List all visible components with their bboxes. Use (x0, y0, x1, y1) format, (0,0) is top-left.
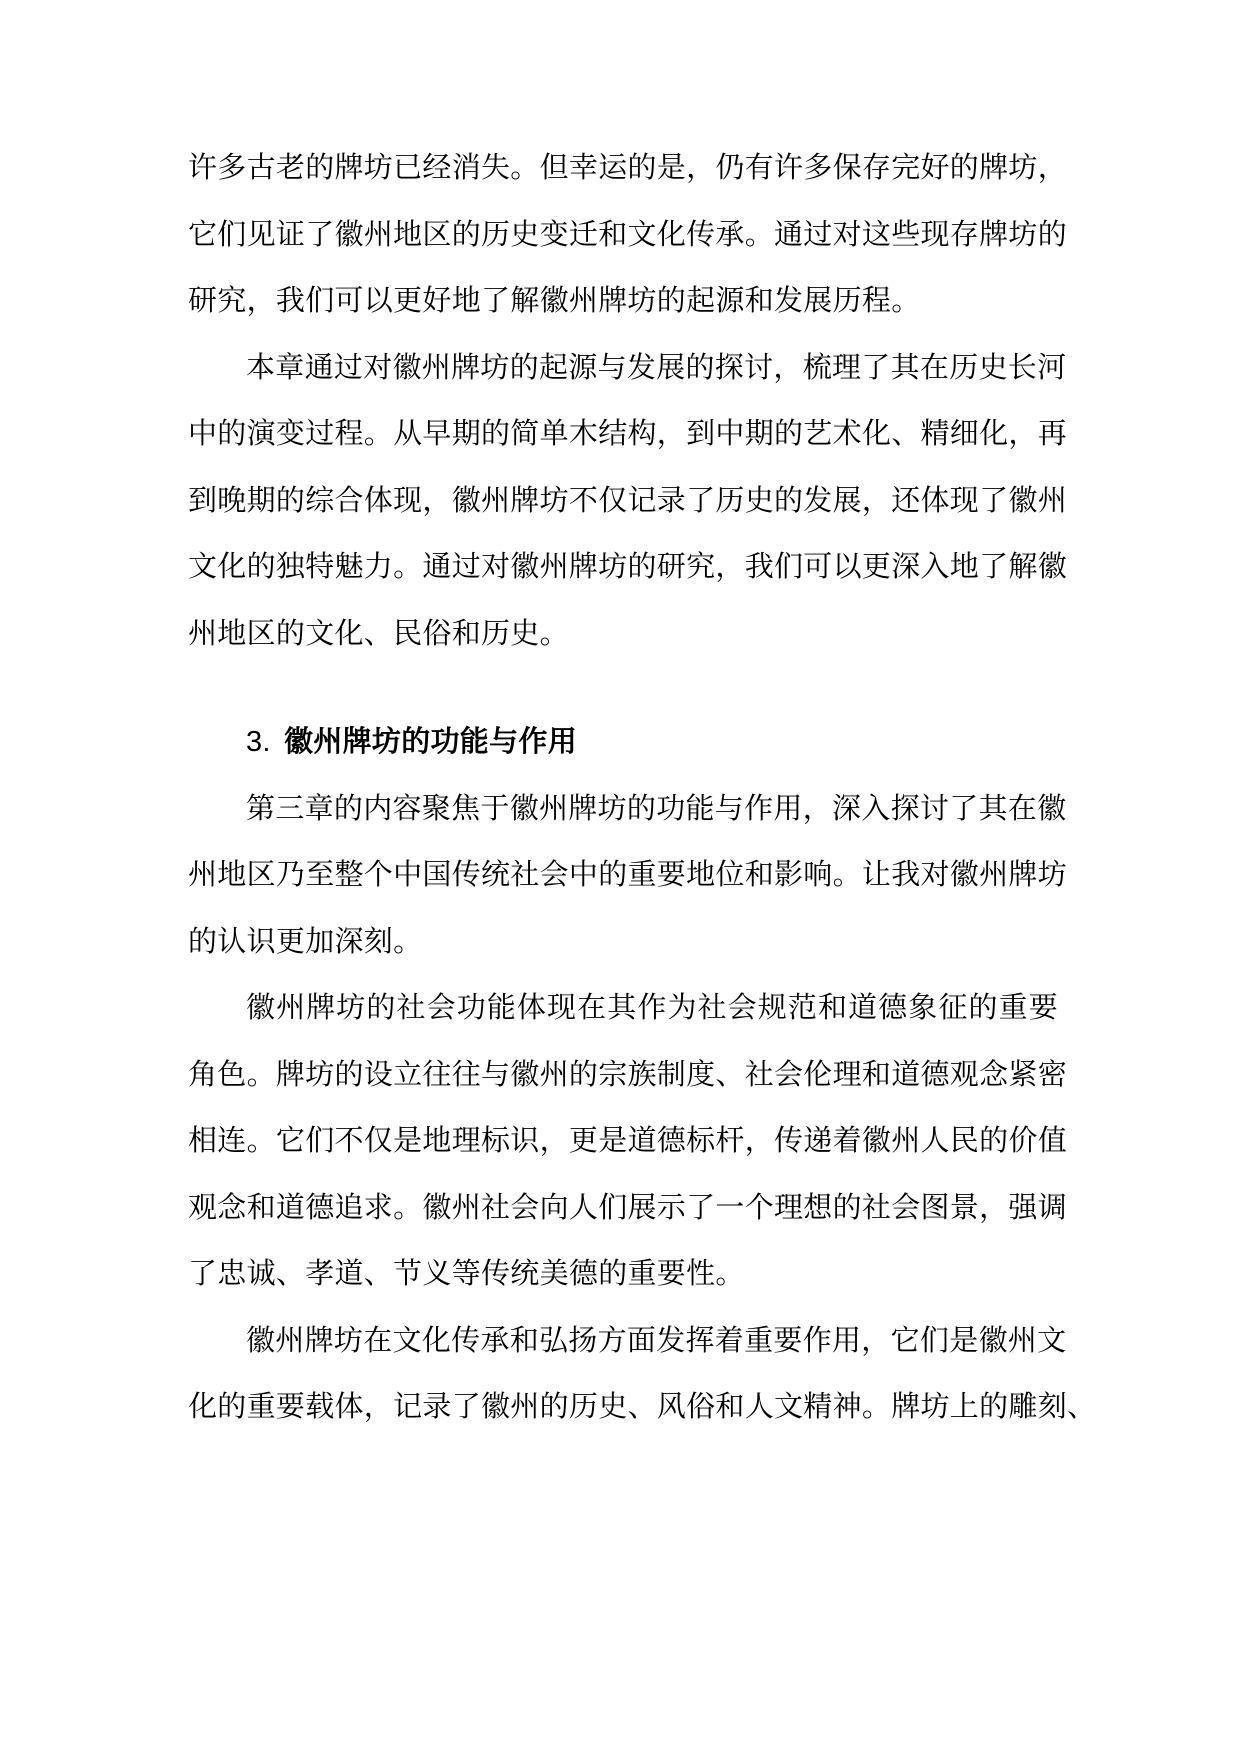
paragraph-5 (188, 1307, 1097, 1440)
text-line: 徽州牌坊在文化传承和弘扬方面发挥着重要作用，它们是徽州文 (246, 1322, 1067, 1357)
text-line: 徽州牌坊的社会功能体现在其作为社会规范和道德象征的重要 (246, 990, 1058, 1024)
paragraph-4 (188, 974, 1068, 1307)
text-line: 观念和道德追求。徽州社会向人们展示了一个理想的社会图景，强调 (188, 1189, 1068, 1224)
text-line: 研究，我们可以更好地了解徽州牌坊的起源和发展历程。 (188, 283, 921, 317)
text-line: 相连。它们不仅是地理标识，更是道德标杆，传递着徽州人民的价值 (188, 1123, 1068, 1157)
text-line: 中的演变过程。从早期的简单木结构，到中期的艺术化、精细化，再 (188, 416, 1068, 450)
section-number: 3. (246, 726, 271, 758)
text-line: 本章通过对徽州牌坊的起源与发展的探讨，梳理了其在历史长河 (246, 349, 1067, 384)
text-line: 文化的独特魅力。通过对徽州牌坊的研究，我们可以更深入地了解徽 (188, 549, 1068, 583)
paragraph-1 (188, 134, 1068, 334)
text-line: 它们见证了徽州地区的历史变迁和文化传承。通过对这些现存牌坊的 (188, 216, 1068, 251)
text-line: 许多古老的牌坊已经消失。但幸运的是，仍有许多保存完好的牌坊， (188, 150, 1068, 184)
text-line: 角色。牌坊的设立往往与徽州的宗族制度、社会伦理和道德观念紧密 (188, 1056, 1068, 1091)
section-spacer (188, 666, 1058, 708)
paragraph-3 (188, 775, 1068, 975)
text-line: 化的重要载体，记录了徽州的历史、风俗和人文精神。牌坊上的雕刻、 (188, 1389, 1097, 1423)
text-line: 到晚期的综合体现，徽州牌坊不仅记录了历史的发展，还体现了徽州 (188, 482, 1068, 517)
section-heading (188, 708, 1058, 775)
text-line: 州地区的文化、民俗和历史。 (188, 615, 569, 650)
text-line: 的认识更加深刻。 (188, 923, 423, 958)
section-title: 徽州牌坊的功能与作用 (284, 724, 578, 758)
text-line: 了忠诚、孝道、节义等传统美德的重要性。 (188, 1256, 745, 1290)
document-body (188, 134, 1097, 1440)
text-line: 第三章的内容聚焦于徽州牌坊的功能与作用，深入探讨了其在徽 (246, 790, 1067, 825)
paragraph-2 (188, 334, 1068, 667)
text-line: 州地区乃至整个中国传统社会中的重要地位和影响。让我对徽州牌坊 (188, 857, 1068, 891)
